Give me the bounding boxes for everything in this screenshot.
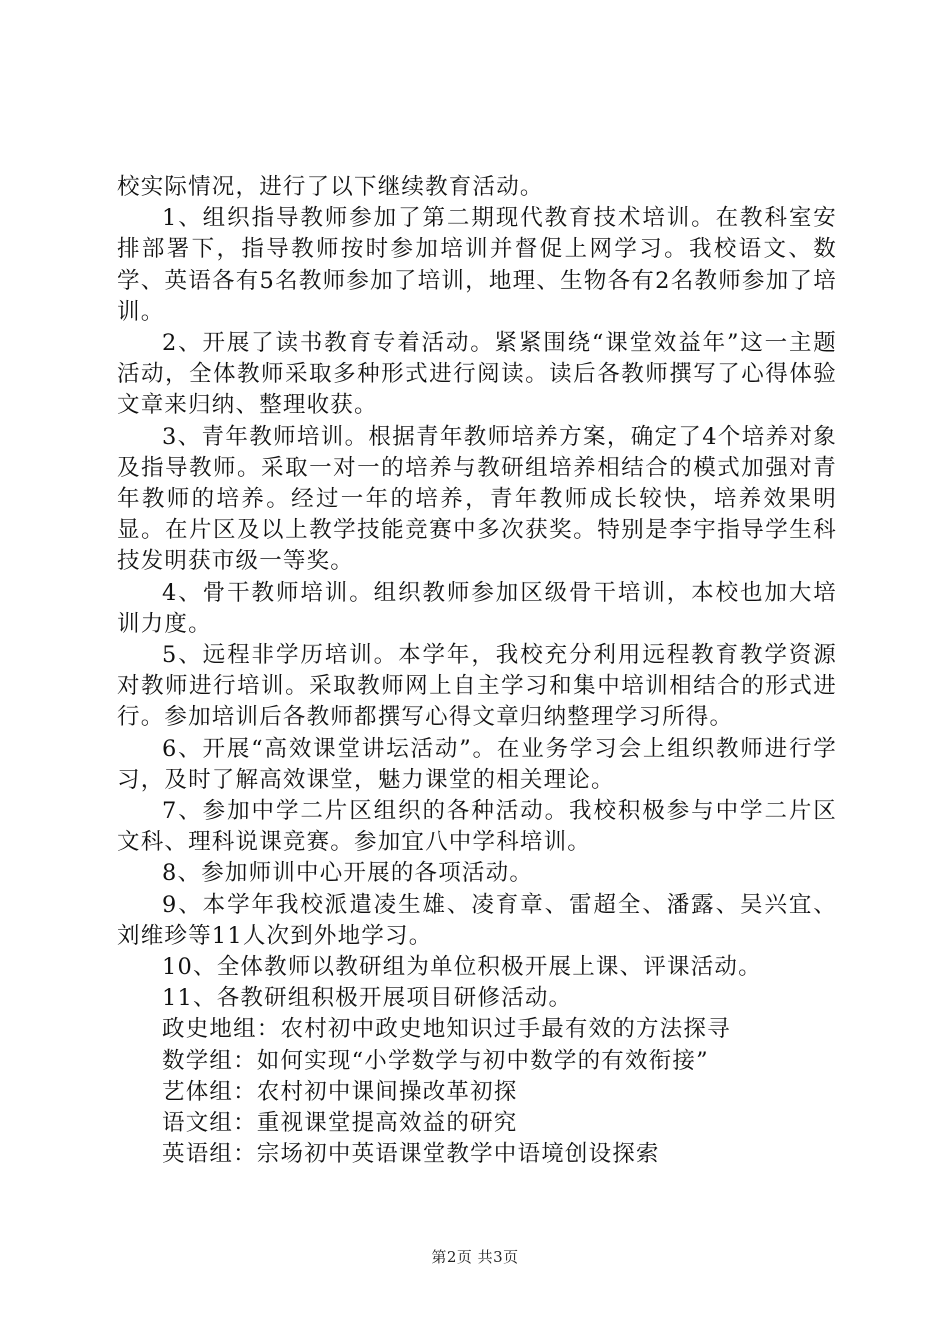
group-topic-english: 英语组：宗场初中英语课堂教学中语境创设探索 [162, 1141, 660, 1168]
page-number-footer: 第2页 共3页 [431, 1248, 519, 1266]
document-body [117, 172, 837, 1171]
group-topic-zhengshidi: 政史地组：农村初中政史地知识过手最有效的方法探寻 [162, 1016, 731, 1043]
paragraph-item-11: 11、各教研组积极开展项目研修活动。 [162, 985, 573, 1012]
paragraph-item-6: 6、开展“高效课堂讲坛活动”。在业务学习会上组织教师进行学习，及时了解高效课堂，魅力课堂的相关理论。 [117, 735, 837, 793]
paragraph-item-2: 2、开展了读书教育专着活动。紧紧围绕“课堂效益年”这一主题活动，全体教师采取多种形式进行阅读。读后各教师撰写了心得体验文章来归纳、整理收获。 [117, 330, 837, 419]
paragraph-item-4: 4、骨干教师培训。组织教师参加区级骨干培训，本校也加大培训力度。 [117, 579, 837, 637]
paragraph-item-7: 7、参加中学二片区组织的各种活动。我校积极参与中学二片区文科、理科说课竞赛。参加宜八中学科培训。 [117, 798, 837, 856]
group-topic-arts-pe: 艺体组：农村初中课间操改革初探 [162, 1078, 518, 1105]
paragraph-item-1: 1、组织指导教师参加了第二期现代教育技术培训。在教科室安排部署下，指导教师按时参加培训并督促上网学习。我校语文、数学、英语各有5名教师参加了培训，地理、生物各有2名教师参加了培训。 [117, 205, 837, 325]
paragraph-continuation: 校实际情况，进行了以下继续教育活动。 [117, 174, 544, 200]
group-topic-math: 数学组：如何实现“小学数学与初中数学的有效衔接” [162, 1047, 709, 1074]
paragraph-item-10: 10、全体教师以教研组为单位积极开展上课、评课活动。 [162, 954, 762, 981]
paragraph-item-9: 9、本学年我校派遣凌生雄、凌育章、雷超全、潘露、吴兴宜、刘维珍等11人次到外地学习。 [117, 891, 837, 949]
group-topic-chinese: 语文组：重视课堂提高效益的研究 [162, 1110, 518, 1137]
paragraph-item-3: 3、青年教师培训。根据青年教师培养方案，确定了4个培养对象及指导教师。采取一对一的培养与教研组培养相结合的模式加强对青年教师的培养。经过一年的培养，青年教师成长较快，培养效果明显。在片区及以上教学技能竞赛中多次获奖。特别是李宇指导学生科技发明获市级一等奖。 [117, 423, 837, 575]
paragraph-item-5: 5、远程非学历培训。本学年，我校充分利用远程教育教学资源对教师进行培训。采取教师网上自主学习和集中培训相结合的形式进行。参加培训后各教师都撰写心得文章归纳整理学习所得。 [117, 642, 837, 731]
paragraph-item-8: 8、参加师训中心开展的各项活动。 [162, 860, 534, 887]
